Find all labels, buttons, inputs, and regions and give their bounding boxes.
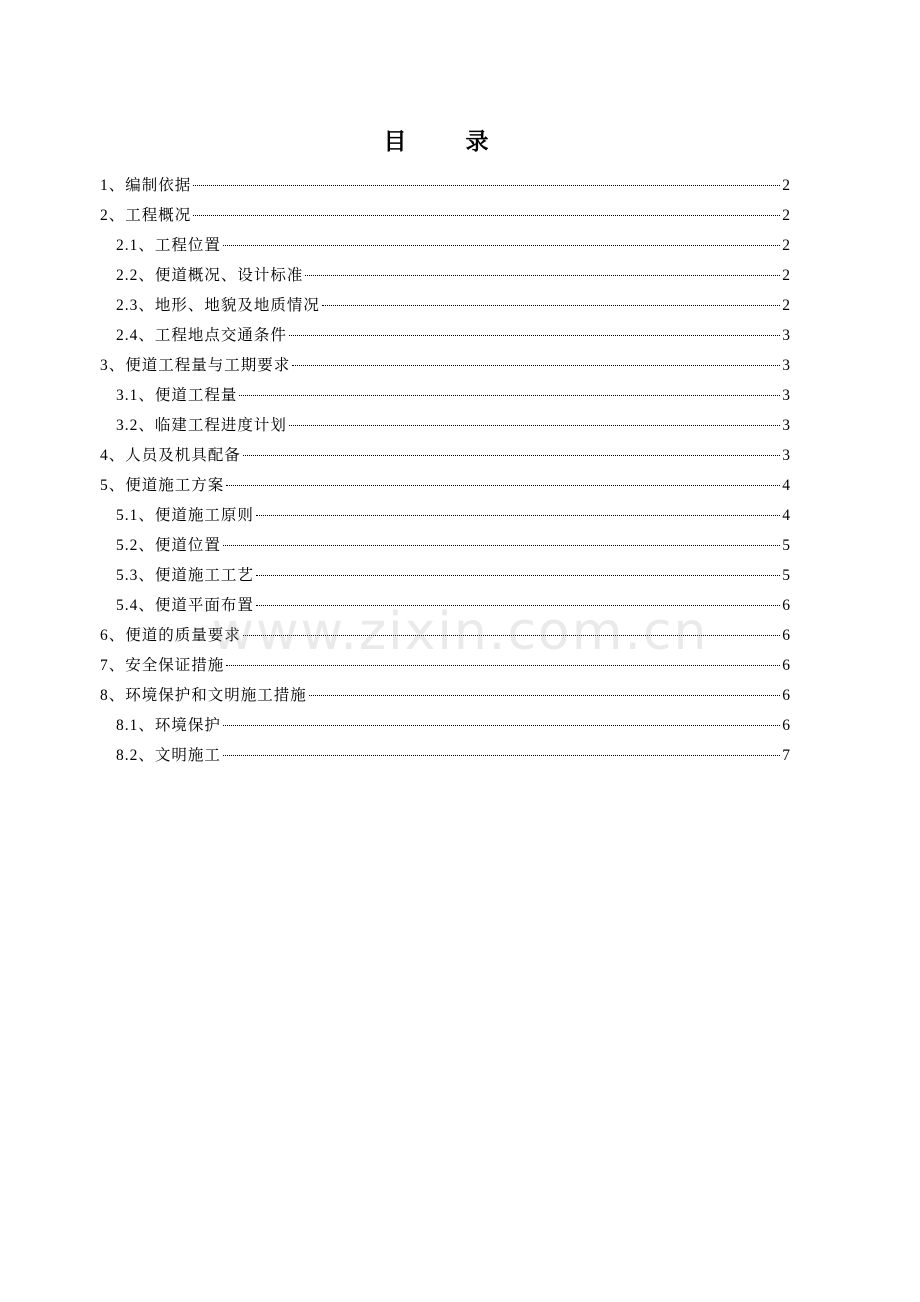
toc-entry-title: 8.1、环境保护 — [116, 717, 221, 734]
toc-entry[interactable] — [100, 591, 790, 621]
toc-entry[interactable] — [100, 381, 790, 411]
toc-entry[interactable] — [100, 561, 790, 591]
toc-entry-page-number: 6 — [782, 627, 790, 644]
toc-entry-title: 5、便道施工方案 — [100, 477, 225, 494]
toc-entry-title: 3.1、便道工程量 — [116, 387, 238, 404]
toc-entry-title: 2、工程概况 — [100, 207, 192, 224]
toc-dot-leader — [322, 305, 780, 306]
toc-entry-page-number: 5 — [782, 537, 790, 554]
toc-dot-leader — [193, 215, 780, 216]
toc-entry-page-number: 6 — [782, 717, 790, 734]
toc-dot-leader — [239, 395, 780, 396]
toc-entry-page-number: 3 — [782, 357, 790, 374]
toc-entry-title: 4、人员及机具配备 — [100, 447, 241, 464]
toc-entry-title: 3.2、临建工程进度计划 — [116, 417, 287, 434]
toc-entry-title: 2.2、便道概况、设计标准 — [116, 267, 304, 284]
toc-dot-leader — [223, 545, 780, 546]
toc-entry[interactable] — [100, 441, 790, 471]
toc-entry-title: 2.3、地形、地貌及地质情况 — [116, 297, 320, 314]
toc-entry-title: 8.2、文明施工 — [116, 747, 221, 764]
toc-entry[interactable] — [100, 501, 790, 531]
toc-dot-leader — [193, 185, 780, 186]
toc-entry-title: 7、安全保证措施 — [100, 657, 225, 674]
toc-entry-page-number: 6 — [782, 597, 790, 614]
toc-entry-page-number: 3 — [782, 447, 790, 464]
page-title: 目 录 — [383, 129, 507, 155]
toc-entry[interactable] — [100, 231, 790, 261]
toc-entry-title: 2.1、工程位置 — [116, 237, 221, 254]
toc-entry[interactable] — [100, 291, 790, 321]
toc-entry-title: 5.3、便道施工工艺 — [116, 567, 254, 584]
toc-entry[interactable] — [100, 201, 790, 231]
toc-dot-leader — [223, 245, 780, 246]
table-of-contents — [100, 171, 790, 771]
toc-dot-leader — [243, 455, 780, 456]
toc-entry-title: 2.4、工程地点交通条件 — [116, 327, 287, 344]
toc-entry-title: 8、环境保护和文明施工措施 — [100, 687, 307, 704]
toc-entry[interactable] — [100, 531, 790, 561]
toc-dot-leader — [226, 485, 780, 486]
toc-entry-page-number: 6 — [782, 687, 790, 704]
toc-entry[interactable] — [100, 261, 790, 291]
toc-dot-leader — [292, 365, 780, 366]
toc-entry-title: 1、编制依据 — [100, 177, 192, 194]
toc-dot-leader — [256, 515, 780, 516]
toc-entry-page-number: 4 — [782, 477, 790, 494]
toc-dot-leader — [289, 425, 780, 426]
toc-dot-leader — [243, 635, 780, 636]
toc-entry[interactable] — [100, 621, 790, 651]
toc-entry[interactable] — [100, 471, 790, 501]
toc-entry-page-number: 2 — [782, 267, 790, 284]
toc-entry-page-number: 2 — [782, 207, 790, 224]
toc-entry-page-number: 3 — [782, 387, 790, 404]
toc-dot-leader — [309, 695, 780, 696]
toc-entry[interactable] — [100, 741, 790, 771]
toc-entry-title: 6、便道的质量要求 — [100, 627, 241, 644]
toc-entry-page-number: 2 — [782, 297, 790, 314]
toc-dot-leader — [256, 575, 780, 576]
toc-entry-title: 5.4、便道平面布置 — [116, 597, 254, 614]
toc-dot-leader — [223, 755, 780, 756]
toc-dot-leader — [289, 335, 780, 336]
toc-entry-page-number: 7 — [782, 747, 790, 764]
toc-entry-page-number: 4 — [782, 507, 790, 524]
toc-dot-leader — [256, 605, 780, 606]
toc-entry-page-number: 6 — [782, 657, 790, 674]
toc-entry[interactable] — [100, 681, 790, 711]
toc-entry-title: 5.2、便道位置 — [116, 537, 221, 554]
toc-entry[interactable] — [100, 351, 790, 381]
toc-entry[interactable] — [100, 411, 790, 441]
toc-dot-leader — [226, 665, 780, 666]
toc-entry-title: 3、便道工程量与工期要求 — [100, 357, 291, 374]
toc-entry-page-number: 3 — [782, 327, 790, 344]
toc-entry-title: 5.1、便道施工原则 — [116, 507, 254, 524]
toc-dot-leader — [305, 275, 780, 276]
toc-entry-page-number: 2 — [782, 177, 790, 194]
toc-entry[interactable] — [100, 321, 790, 351]
toc-entry-page-number: 2 — [782, 237, 790, 254]
toc-entry-page-number: 3 — [782, 417, 790, 434]
watermark: www.zixin.com.cn — [211, 602, 709, 662]
toc-entry[interactable] — [100, 171, 790, 201]
toc-entry[interactable] — [100, 651, 790, 681]
toc-entry-page-number: 5 — [782, 567, 790, 584]
toc-dot-leader — [223, 725, 780, 726]
toc-entry[interactable] — [100, 711, 790, 741]
